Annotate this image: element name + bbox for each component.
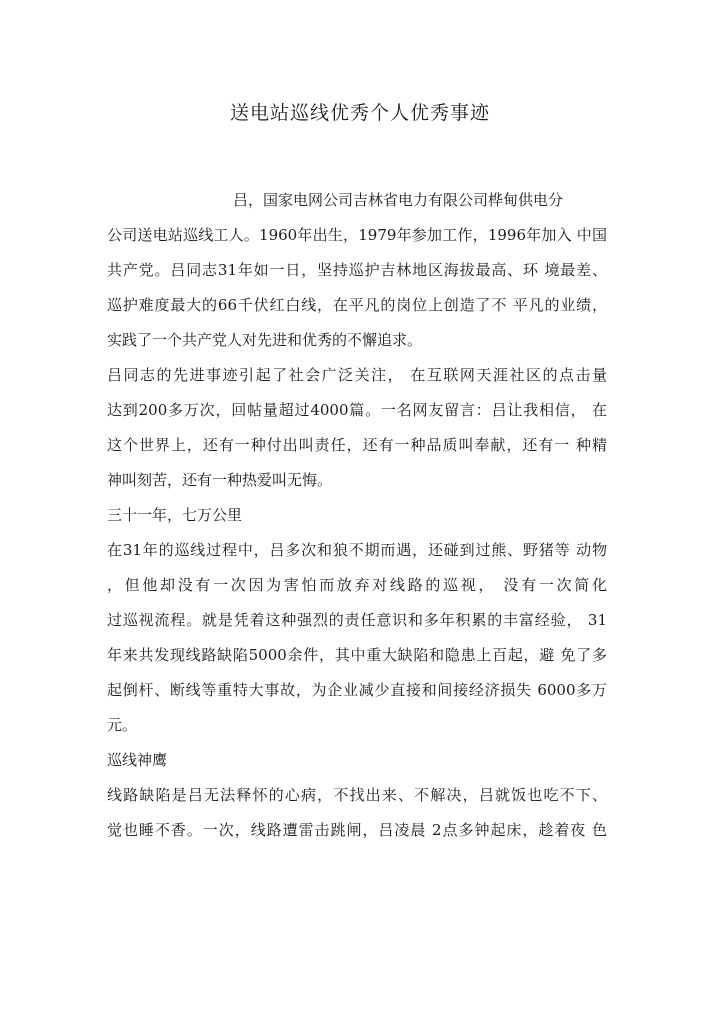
- text-line: 吕同志的先进事迹引起了社会广泛关注， 在互联网天涯社区的点击量: [107, 366, 607, 384]
- text-line: 在31年的巡线过程中，吕多次和狼不期而遇，还碰到过熊、野猪等 动物: [107, 541, 607, 559]
- text-line: 巡护难度最大的66千伏红白线，在平凡的岗位上创造了不 平凡的业绩，: [107, 296, 607, 314]
- text-line: ，但他却没有一次因为害怕而放弃对线路的巡视， 没有一次简化: [107, 576, 607, 594]
- text-line: 吕，国家电网公司吉林省电力有限公司桦甸供电分: [233, 191, 564, 209]
- text-line: 实践了一个共产党人对先进和优秀的不懈追求。: [107, 331, 423, 349]
- section-heading-31-years: 三十一年，七万公里: [107, 506, 243, 524]
- text-line: 这个世界上，还有一种付出叫责任，还有一种品质叫奉献，还有一 种精: [107, 436, 607, 454]
- document-body: [107, 183, 607, 848]
- text-line: 起倒杆、断线等重特大事故，为企业减少直接和间接经济损失 6000多万: [107, 681, 607, 699]
- text-line: 觉也睡不香。一次，线路遭雷击跳闸，吕凌晨 2点多钟起床，趁着夜 色: [107, 821, 607, 839]
- text-line: 公司送电站巡线工人。1960年出生，1979年参加工作，1996年加入 中国: [107, 226, 607, 244]
- paragraph-defects: [107, 778, 607, 848]
- text-line: 过巡视流程。就是凭着这种强烈的责任意识和多年积累的丰富经验， 31: [107, 611, 607, 629]
- text-line: 共产党。吕同志31年如一日，坚持巡护吉林地区海拔最高、环 境最差、: [107, 261, 607, 279]
- text-line: 线路缺陷是吕无法释怀的心病，不找出来、不解决，吕就饭也吃不下、: [107, 786, 607, 804]
- document-title: 送电站巡线优秀个人优秀事迹: [229, 102, 490, 124]
- paragraph-intro: [107, 183, 607, 358]
- text-line: 年来共发现线路缺陷5000余件，其中重大缺陷和隐患上百起，避 免了多: [107, 646, 607, 664]
- text-line: 神叫刻苦，还有一种热爱叫无悔。: [107, 471, 333, 489]
- text-line: 达到200多万次，回帖量超过4000篇。一名网友留言：吕让我相信， 在: [107, 401, 607, 419]
- section-heading-eagle: 巡线神鹰: [107, 751, 168, 769]
- text-line: 元。: [107, 716, 138, 734]
- paragraph-patrol: [107, 533, 607, 743]
- paragraph-attention: [107, 358, 607, 498]
